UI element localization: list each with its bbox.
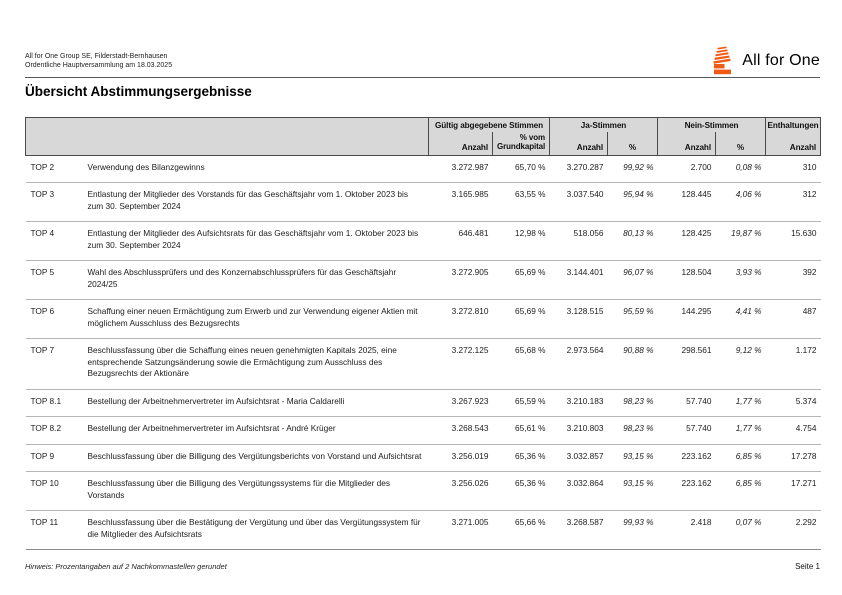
all-for-one-stripes-icon [712,46,733,75]
table-row [26,300,821,339]
col-yes-pct: % [608,132,658,156]
abstentions-count: 310 [766,155,821,183]
col-valid-pct-line1: % vom [519,132,545,142]
yes-votes-pct: 95,59 % [608,300,658,339]
page-content [25,0,820,550]
table-row [26,261,821,300]
table-row [26,222,821,261]
yes-votes-pct: 93,15 % [608,472,658,511]
valid-votes-pct-of-capital: 65,68 % [493,339,550,390]
yes-votes-pct: 98,23 % [608,417,658,445]
company-logo [712,46,820,75]
abstentions-count: 4.754 [766,417,821,445]
agenda-item-description: Entlastung der Mitglieder des Vorstands für das Geschäftsjahr vom 1. Oktober 2023 bis zum 30. September 2024 [84,183,429,222]
yes-votes-pct: 95,94 % [608,183,658,222]
yes-votes-pct: 93,15 % [608,444,658,472]
yes-votes-pct: 99,92 % [608,155,658,183]
col-valid-pct-line2: Grundkapital [497,142,546,151]
valid-votes-pct-of-capital: 65,69 % [493,261,550,300]
table-row [26,444,821,472]
results-table-body [26,155,821,550]
col-no-count: Anzahl [658,132,716,156]
valid-votes-count: 3.272.125 [429,339,493,390]
yes-votes-count: 3.037.540 [550,183,608,222]
no-votes-pct: 19,87 % [716,222,766,261]
agenda-item-description: Bestellung der Arbeitnehmervertreter im Aufsichtsrat - Maria Caldarelli [84,389,429,417]
logo-wordmark: All for One [742,51,820,69]
col-group-yes-votes: Ja-Stimmen [550,118,658,132]
header-empty-cell [26,118,429,132]
yes-votes-count: 3.210.183 [550,389,608,417]
yes-votes-pct: 96,07 % [608,261,658,300]
abstentions-count: 1.172 [766,339,821,390]
abstentions-count: 392 [766,261,821,300]
no-votes-count: 57.740 [658,389,716,417]
no-votes-count: 128.504 [658,261,716,300]
agenda-item-number: TOP 2 [26,155,84,183]
yes-votes-count: 518.056 [550,222,608,261]
page-footer [25,562,820,571]
no-votes-pct: 0,07 % [716,511,766,550]
yes-votes-count: 2.973.564 [550,339,608,390]
table-row [26,339,821,390]
agenda-item-description: Beschlussfassung über die Schaffung eines neuen genehmigten Kapitals 2025, eine entsprechende Satzungsänderung sowie die Ermächtigung zum Ausschluss des Bezugsrechts der Aktionäre [84,339,429,390]
col-valid-count: Anzahl [429,132,493,156]
valid-votes-pct-of-capital: 12,98 % [493,222,550,261]
agenda-item-number: TOP 4 [26,222,84,261]
rounding-note: Hinweis: Prozentangaben auf 2 Nachkommastellen gerundet [25,562,227,571]
valid-votes-count: 3.267.923 [429,389,493,417]
table-row [26,511,821,550]
no-votes-pct: 6,85 % [716,472,766,511]
valid-votes-count: 3.272.905 [429,261,493,300]
yes-votes-count: 3.270.287 [550,155,608,183]
no-votes-count: 128.425 [658,222,716,261]
meeting-date-line: Ordentliche Hauptversammlung am 18.03.2025 [25,62,173,69]
yes-votes-count: 3.032.864 [550,472,608,511]
abstentions-count: 487 [766,300,821,339]
agenda-item-number: TOP 11 [26,511,84,550]
agenda-item-number: TOP 8.2 [26,417,84,445]
agenda-item-description: Beschlussfassung über die Billigung des Vergütungsberichts von Vorstand und Aufsichtsrat [84,444,429,472]
col-group-abstentions: Enthaltungen [766,118,821,132]
valid-votes-count: 3.256.019 [429,444,493,472]
no-votes-count: 128.445 [658,183,716,222]
yes-votes-pct: 99,93 % [608,511,658,550]
agenda-item-description: Entlastung der Mitglieder des Aufsichtsrats für das Geschäftsjahr vom 1. Oktober 2023 bis zum 30. September 2024 [84,222,429,261]
abstentions-count: 312 [766,183,821,222]
results-table-header [26,118,821,156]
yes-votes-count: 3.268.587 [550,511,608,550]
no-votes-count: 144.295 [658,300,716,339]
col-valid-pct-of-capital [493,132,550,156]
agenda-item-number: TOP 6 [26,300,84,339]
valid-votes-pct-of-capital: 65,36 % [493,444,550,472]
no-votes-pct: 1,77 % [716,389,766,417]
letterhead [25,0,820,78]
valid-votes-count: 3.256.026 [429,472,493,511]
valid-votes-pct-of-capital: 65,36 % [493,472,550,511]
yes-votes-pct: 98,23 % [608,389,658,417]
valid-votes-pct-of-capital: 65,59 % [493,389,550,417]
agenda-item-number: TOP 5 [26,261,84,300]
valid-votes-count: 3.165.985 [429,183,493,222]
no-votes-count: 298.561 [658,339,716,390]
page-title: Übersicht Abstimmungsergebnisse [25,84,252,99]
agenda-item-description: Verwendung des Bilanzgewinns [84,155,429,183]
agenda-item-number: TOP 7 [26,339,84,390]
agenda-item-description: Wahl des Abschlussprüfers und des Konzernabschlussprüfers für das Geschäftsjahr 2024/25 [84,261,429,300]
no-votes-pct: 6,85 % [716,444,766,472]
page-number: Seite 1 [795,562,820,571]
valid-votes-count: 646.481 [429,222,493,261]
company-address-block [25,52,172,70]
voting-results-table [25,117,821,550]
yes-votes-pct: 80,13 % [608,222,658,261]
abstentions-count: 15.630 [766,222,821,261]
abstentions-count: 2.292 [766,511,821,550]
agenda-item-number: TOP 3 [26,183,84,222]
valid-votes-count: 3.268.543 [429,417,493,445]
no-votes-pct: 4,06 % [716,183,766,222]
yes-votes-count: 3.210.803 [550,417,608,445]
abstentions-count: 5.374 [766,389,821,417]
header-empty-cell [26,132,429,156]
no-votes-count: 57.740 [658,417,716,445]
yes-votes-pct: 90,88 % [608,339,658,390]
col-no-pct: % [716,132,766,156]
col-group-no-votes: Nein-Stimmen [658,118,766,132]
agenda-item-description: Beschlussfassung über die Billigung des Vergütungssystems für die Mitglieder des Vorstands [84,472,429,511]
no-votes-pct: 9,12 % [716,339,766,390]
agenda-item-number: TOP 9 [26,444,84,472]
agenda-item-number: TOP 8.1 [26,389,84,417]
agenda-item-description: Bestellung der Arbeitnehmervertreter im Aufsichtsrat - André Krüger [84,417,429,445]
valid-votes-pct-of-capital: 65,69 % [493,300,550,339]
valid-votes-pct-of-capital: 65,70 % [493,155,550,183]
valid-votes-pct-of-capital: 65,66 % [493,511,550,550]
no-votes-pct: 3,93 % [716,261,766,300]
company-name-line: All for One Group SE, Filderstadt-Bernhausen [25,53,168,60]
abstentions-count: 17.278 [766,444,821,472]
col-abstentions-count: Anzahl [766,132,821,156]
valid-votes-pct-of-capital: 65,61 % [493,417,550,445]
yes-votes-count: 3.144.401 [550,261,608,300]
no-votes-count: 223.162 [658,444,716,472]
abstentions-count: 17.271 [766,472,821,511]
col-group-valid-votes: Gültig abgegebene Stimmen [429,118,550,132]
table-row [26,472,821,511]
agenda-item-description: Beschlussfassung über die Bestätigung der Vergütung und über das Vergütungssystem für die Mitglieder des Aufsichtsrats [84,511,429,550]
agenda-item-description: Schaffung einer neuen Ermächtigung zum Erwerb und zur Verwendung eigener Aktien mit möglichem Ausschluss des Bezugsrechts [84,300,429,339]
table-row [26,389,821,417]
table-row [26,155,821,183]
col-yes-count: Anzahl [550,132,608,156]
table-row [26,417,821,445]
valid-votes-pct-of-capital: 63,55 % [493,183,550,222]
no-votes-count: 2.700 [658,155,716,183]
agenda-item-number: TOP 10 [26,472,84,511]
table-row [26,183,821,222]
valid-votes-count: 3.272.810 [429,300,493,339]
valid-votes-count: 3.272.987 [429,155,493,183]
no-votes-pct: 1,77 % [716,417,766,445]
no-votes-pct: 4,41 % [716,300,766,339]
no-votes-pct: 0,08 % [716,155,766,183]
valid-votes-count: 3.271.005 [429,511,493,550]
no-votes-count: 223.162 [658,472,716,511]
yes-votes-count: 3.032.857 [550,444,608,472]
no-votes-count: 2.418 [658,511,716,550]
yes-votes-count: 3.128.515 [550,300,608,339]
